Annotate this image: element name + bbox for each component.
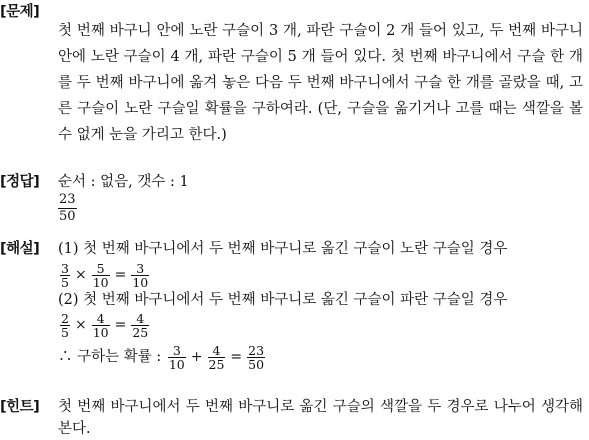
fraction: [92, 262, 110, 289]
math-operator: =: [230, 349, 243, 365]
math-operator: =: [114, 267, 127, 283]
conclusion-math: [58, 340, 583, 374]
fraction-numerator: 4: [208, 344, 226, 358]
fraction-denominator: 25: [208, 356, 225, 372]
fraction: [131, 312, 149, 339]
answer-fraction: [58, 192, 77, 225]
fraction: [168, 344, 186, 371]
fraction-numerator: 2: [61, 310, 69, 326]
fraction-denominator: 25: [132, 324, 149, 340]
fraction: [131, 262, 149, 289]
conclusion-prefix: ∴ 구하는 확률 :: [58, 349, 162, 365]
fraction-denominator: 10: [92, 274, 109, 290]
fraction-numerator: 5: [92, 262, 110, 276]
fraction-numerator: 23: [248, 342, 265, 358]
answer-line: 순서 : 없음, 갯수 : 1: [58, 174, 189, 190]
solution-tag: [해설]: [0, 241, 40, 257]
fraction: [208, 344, 226, 371]
solution-case1: (1) 첫 번째 바구니에서 두 번째 바구니로 옮긴 구슬이 노란 구슬일 경우: [58, 241, 508, 257]
fraction-denominator: 50: [248, 356, 265, 372]
hint-text: 첫 번째 바구니에서 두 번째 바구니로 옮긴 구슬의 색깔을 두 경우로 나누어 생각해 본다.: [58, 399, 583, 437]
fraction-denominator: 5: [61, 324, 69, 340]
math-operator: ×: [74, 317, 87, 333]
math-operator: =: [114, 317, 127, 333]
fraction-numerator: 4: [131, 312, 149, 326]
math-operator: ×: [74, 267, 87, 283]
fraction-numerator: 4: [92, 312, 110, 326]
fraction-denominator: 10: [132, 274, 149, 290]
case2-math: [58, 310, 583, 340]
fraction-denominator: 5: [61, 274, 69, 290]
fraction-numerator: 3: [61, 260, 69, 276]
fraction: [60, 262, 70, 289]
hint-tag: [힌트]: [0, 399, 40, 415]
answer-tag: [정답]: [0, 174, 40, 190]
fraction-denominator: 10: [92, 324, 109, 340]
problem-text: 첫 번째 바구니 안에 노란 구슬이 3 개, 파란 구슬이 2 개 들어 있고, 두 번째 바구니 안에 노란 구슬이 4 개, 파란 구슬이 5 개 들어 있다. 첫 번째 바구니에서 구슬 한 개를 두 번째 바구니에 옮겨 놓은 다음 두 번째 바구니에서 구슬 한 개를 골랐을 때, 고른 구슬이 노란 구슬일 확률을 구하여라. (단, 구슬을 옮기거나 고를 때는 색깔을 볼 수 없게 눈을 가리고 한다.): [58, 23, 583, 143]
fraction: [60, 312, 70, 339]
case1-math: [58, 260, 583, 290]
fraction: [92, 312, 110, 339]
solution-case2: (2) 첫 번째 바구니에서 두 번째 바구니로 옮긴 구슬이 파란 구슬일 경우: [58, 292, 508, 308]
fraction: [247, 344, 265, 371]
fraction-numerator: 3: [131, 262, 149, 276]
math-operator: +: [190, 349, 203, 365]
problem-tag: [문제]: [0, 4, 40, 20]
answer-frac-num: 23: [59, 192, 76, 207]
fraction-denominator: 10: [168, 356, 185, 372]
fraction-numerator: 3: [168, 344, 186, 358]
answer-frac-den: 50: [59, 209, 76, 224]
